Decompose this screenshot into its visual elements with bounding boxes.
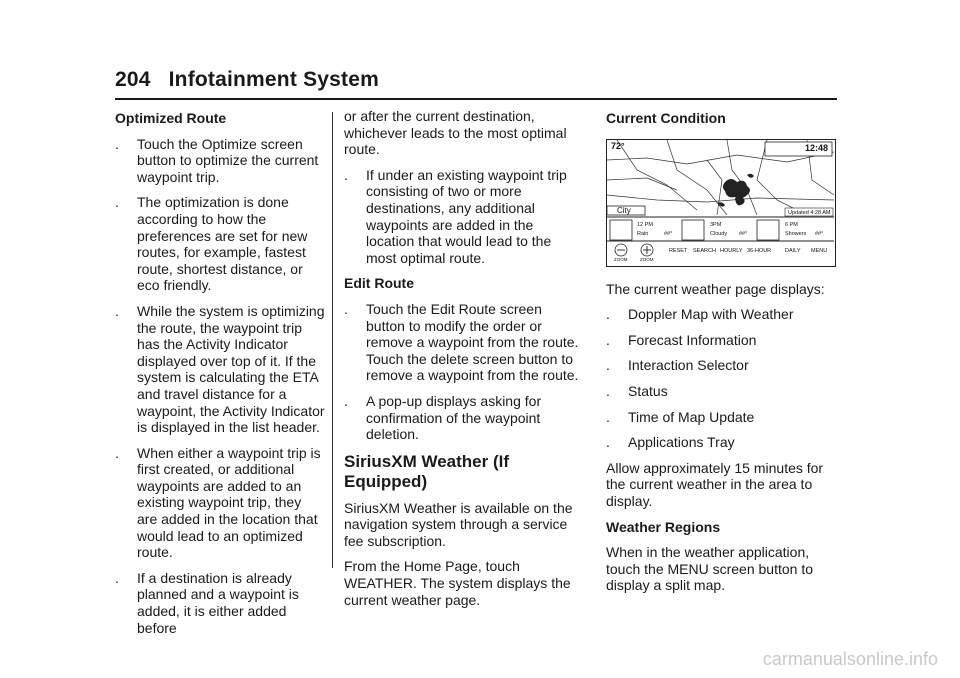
paragraph: When in the weather application, touch the MENU screen button to display a split map. <box>606 544 813 594</box>
bullet-item <box>344 167 580 267</box>
bullet-marker: . <box>344 392 348 409</box>
forecast-temp-2: ##° <box>739 230 748 237</box>
paragraph: SiriusXM Weather is available on the navigation system through a service fee subscription. <box>344 499 573 549</box>
bullet-item <box>115 136 325 186</box>
section-heading: SiriusXM Weather (If Equipped) <box>344 451 509 491</box>
reset-button: RESET <box>669 247 688 254</box>
current-temp: 72° <box>611 140 625 151</box>
hourly-button: HOURLY <box>720 247 743 254</box>
forecast-cond-3: Showers <box>785 230 807 237</box>
update-time: Updated 4:28 AM <box>788 209 831 216</box>
bullet-text: Applications Tray <box>628 434 735 451</box>
page-number: 204 <box>115 68 151 91</box>
bullet-text: If under an existing waypoint trip consisting of two or more destinations, any additional waypoints are added in the location that would lead to the most optimal route. <box>366 166 567 266</box>
bullet-marker: . <box>344 300 348 317</box>
bullet-marker: . <box>606 434 610 451</box>
forecast-time-2: 3PM <box>710 221 722 228</box>
bullet-marker: . <box>606 357 610 374</box>
column-right <box>606 108 842 603</box>
daily-button: DAILY <box>785 247 801 254</box>
forecast-temp-3: ##° <box>815 230 824 237</box>
search-button: SEARCH <box>693 247 716 254</box>
subheading: Optimized Route <box>115 110 227 126</box>
bullet-marker: . <box>115 135 119 152</box>
column-middle <box>344 108 580 617</box>
bullet-text: Status <box>628 382 668 399</box>
bullet-marker: . <box>115 444 119 461</box>
subheading: Edit Route <box>344 275 414 292</box>
chapter-title: Infotainment System <box>168 68 379 91</box>
subheading: Weather Regions <box>606 518 721 535</box>
bullet-item <box>344 301 580 384</box>
clock-time: 12:48 <box>805 142 829 153</box>
bullet-marker: . <box>344 166 348 183</box>
bullet-text: While the system is optimizing the route, the waypoint trip has the Activity Indicator displayed over top of it. If the system is calculating the ETA and travel distance for a waypoint, the Activity Indicator is displayed in the list header. <box>137 302 325 436</box>
bullet-text: Interaction Selector <box>628 357 749 374</box>
city-label: City <box>617 205 631 215</box>
forecast-cond-2: Cloudy <box>710 230 728 237</box>
paragraph: or after the current destination, whichever leads to the most optimal route. <box>344 108 567 158</box>
paragraph: From the Home Page, touch WEATHER. The system displays the current weather page. <box>344 558 571 608</box>
forecast-time-3: 6 PM <box>785 221 798 228</box>
bullet-item <box>606 409 842 426</box>
menu-button: MENU <box>811 247 828 254</box>
bullet-text: Touch the Edit Route screen button to modify the order or remove a waypoint from the route. Touch the delete screen button to remove a waypoint from the route. <box>366 300 579 384</box>
bullet-text: Time of Map Update <box>628 408 755 425</box>
forecast-time-1: 12 PM <box>637 221 653 228</box>
bullet-text: A pop-up displays asking for confirmation of the waypoint deletion. <box>366 392 542 443</box>
weather-map-illustration <box>607 140 834 265</box>
bullet-item <box>606 306 842 323</box>
subheading: Current Condition <box>606 110 726 126</box>
column-divider <box>332 112 333 568</box>
bullet-marker: . <box>115 569 119 586</box>
bullet-text: Touch the Optimize screen button to optimize the current waypoint trip. <box>137 135 319 185</box>
bullet-text: Doppler Map with Weather <box>628 306 794 323</box>
bullet-item <box>344 393 580 443</box>
bullet-marker: . <box>606 382 610 399</box>
forecast-temp-1: ##° <box>664 230 673 237</box>
paragraph: Allow approximately 15 minutes for the current weather in the area to display. <box>606 459 824 509</box>
bullet-marker: . <box>606 331 610 348</box>
bullet-item <box>606 434 842 451</box>
forecast-cond-1: Rain <box>637 230 649 237</box>
zoom-in-label: ZOOM <box>640 256 654 262</box>
zoom-out-label: ZOOM <box>614 256 628 262</box>
bullet-marker: . <box>606 306 610 323</box>
weather-screen-figure <box>606 139 836 267</box>
bullet-item <box>606 357 842 374</box>
bullet-marker: . <box>606 408 610 425</box>
bullet-text: If a destination is already planned and a waypoint is added, it is either added before <box>137 569 299 636</box>
bullet-item <box>115 445 325 561</box>
header-rule <box>115 98 837 100</box>
bullet-marker: . <box>115 302 119 319</box>
bullet-marker: . <box>115 194 119 211</box>
page-header <box>115 68 379 92</box>
bullet-text: The optimization is done according to how the preferences are set for new routes, for example, fastest route, shortest distance, or eco friendly. <box>137 194 308 294</box>
bullet-item <box>606 332 842 349</box>
column-left <box>115 108 325 645</box>
bullet-text: When either a waypoint trip is first created, or additional waypoints are added to an existing waypoint trip, they are added in the location that would lead to an optimized route. <box>137 444 321 561</box>
bullet-text: Forecast Information <box>628 331 757 348</box>
bullet-item <box>115 303 325 436</box>
36-hour-button: 36-HOUR <box>747 247 772 254</box>
bullet-item <box>606 383 842 400</box>
bullet-item <box>115 194 325 294</box>
paragraph: The current weather page displays: <box>606 280 825 297</box>
watermark: carmanualsonline.info <box>762 649 938 669</box>
bullet-item <box>115 570 325 636</box>
